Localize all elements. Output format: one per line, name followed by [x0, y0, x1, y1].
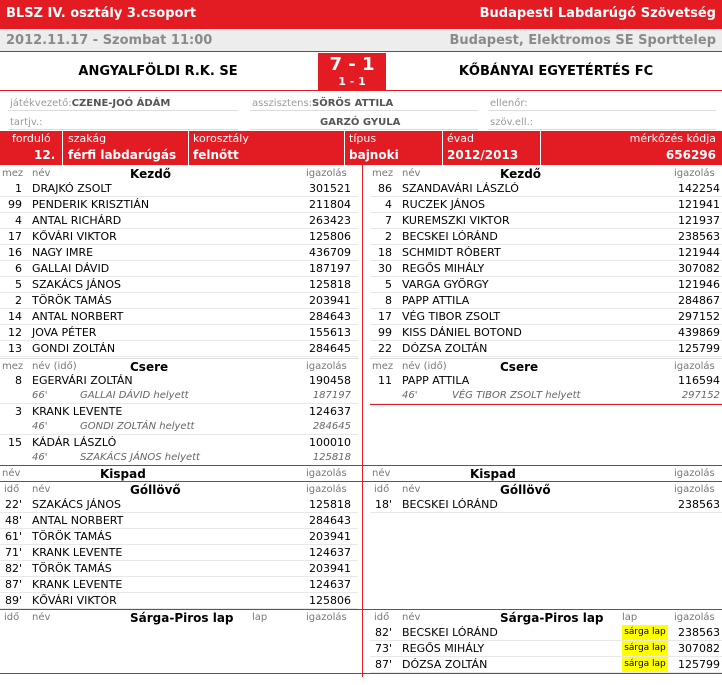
scorer-name: KRANK LEVENTE — [32, 546, 123, 559]
player-name: KÁDÁR LÁSZLÓ — [32, 436, 117, 449]
scorer-name: SZAKÁCS JÁNOS — [32, 498, 121, 511]
shirt-number: 99 — [378, 326, 392, 339]
player-id: 190458 — [309, 374, 351, 387]
scorer-name: KŐVÁRI VIKTOR — [32, 594, 117, 607]
meta-round: forduló 12. — [12, 132, 56, 162]
player-name: KŐVÁRI VIKTOR — [32, 230, 117, 243]
card-row — [370, 625, 722, 641]
player-id: 142254 — [678, 182, 720, 195]
sub-row — [0, 435, 358, 451]
player-name: KISS DÁNIEL BOTOND — [402, 326, 522, 339]
table-row — [370, 245, 722, 261]
assistant-2: GARZÓ GYULA — [320, 117, 401, 128]
sub-minute: 46' — [402, 390, 418, 401]
shirt-number: 99 — [8, 198, 22, 211]
meta-age: korosztály felnőtt — [188, 131, 344, 165]
date-venue-bar — [0, 29, 722, 52]
table-row — [0, 197, 358, 213]
player-name: KRANK LEVENTE — [32, 405, 123, 418]
card-player-name: BECSKEI LÓRÁND — [402, 626, 498, 639]
shirt-number: 18 — [378, 246, 392, 259]
table-row — [0, 293, 358, 309]
scorer-name: TÖRÖK TAMÁS — [32, 530, 112, 543]
away-subs-header: mez név (idő) Csere igazolás — [370, 358, 722, 374]
player-name: GONDI ZOLTÁN — [32, 342, 116, 355]
goal-minute: 48' — [4, 514, 22, 527]
yellow-card-badge: sárga lap — [622, 625, 668, 640]
player-name: JOVA PÉTER — [32, 326, 97, 339]
home-cards-header: idő név Sárga-Piros lap lap igazolás — [4, 611, 347, 625]
goal-minute: 61' — [4, 530, 22, 543]
player-id: 263423 — [309, 214, 351, 227]
goal-minute: 89' — [4, 594, 22, 607]
home-bench-header: név Kispad igazolás — [2, 467, 347, 481]
shirt-number: 5 — [15, 278, 22, 291]
replaced-id: 187197 — [312, 390, 351, 401]
player-id: 125799 — [678, 342, 720, 355]
controller: ellenőr: — [490, 98, 528, 109]
sub-row — [0, 404, 358, 420]
player-id: 439869 — [678, 326, 720, 339]
scorer-id: 238563 — [678, 498, 720, 511]
scorer-id: 125806 — [309, 594, 351, 607]
halftime-score: 1 - 1 — [338, 75, 366, 88]
scorer-row — [0, 545, 358, 561]
scorer-id: 284643 — [309, 514, 351, 527]
shirt-number: 6 — [15, 262, 22, 275]
card-row — [370, 641, 722, 657]
shirt-number: 13 — [8, 342, 22, 355]
table-row — [370, 181, 722, 197]
shirt-number: 8 — [385, 294, 392, 307]
shirt-number: 5 — [385, 278, 392, 291]
player-id: 203941 — [309, 294, 351, 307]
away-team-name: KŐBÁNYAI EGYETÉRTÉS FC — [458, 64, 654, 79]
card-row — [370, 657, 722, 673]
player-id: 187197 — [309, 262, 351, 275]
shirt-number: 4 — [385, 198, 392, 211]
table-row — [370, 309, 722, 325]
scorer-row — [0, 593, 358, 609]
player-id: 116594 — [678, 374, 720, 387]
player-name: KUREMSZKI VIKTOR — [402, 214, 510, 227]
player-id: 297152 — [678, 310, 720, 323]
card-player-name: REGŐS MIHÁLY — [402, 642, 485, 655]
player-id: 307082 — [678, 262, 720, 275]
replaced-id: 284645 — [312, 421, 351, 432]
shirt-number: 3 — [15, 405, 22, 418]
assistant-1: asszisztens:SÖRÖS ATTILA — [252, 98, 394, 109]
player-name: VÉG TIBOR ZSOLT — [402, 310, 501, 323]
away-cards-header: idő név Sárga-Piros lap lap igazolás — [374, 611, 715, 625]
teams-row — [0, 53, 722, 91]
replaced-player: SZAKÁCS JÁNOS helyett — [80, 452, 200, 463]
player-id: 284643 — [309, 310, 351, 323]
home-subs-header: mez név (idő) Csere igazolás — [0, 358, 358, 374]
table-row — [370, 229, 722, 245]
sub-detail-row — [370, 388, 722, 404]
shirt-number: 17 — [378, 310, 392, 323]
meta-code: mérkőzés kódja 656296 — [540, 131, 722, 165]
scorer-row — [0, 577, 358, 593]
sub-detail-row — [0, 419, 358, 435]
player-name: SZANDAVÁRI LÁSZLÓ — [402, 182, 519, 195]
scorer-id: 124637 — [309, 578, 351, 591]
player-name: REGŐS MIHÁLY — [402, 262, 485, 275]
shirt-number: 7 — [385, 214, 392, 227]
shirt-number: 8 — [15, 374, 22, 387]
shirt-number: 1 — [15, 182, 22, 195]
home-starting-header: mez név Kezdő igazolás — [2, 167, 347, 181]
shirt-number: 22 — [378, 342, 392, 355]
officials-section — [0, 92, 722, 130]
scorer-name: KRANK LEVENTE — [32, 578, 123, 591]
table-row — [0, 213, 358, 229]
player-name: DÓZSA ZOLTÁN — [402, 342, 488, 355]
player-name: PAPP ATTILA — [402, 374, 470, 387]
sub-row — [0, 373, 358, 389]
table-row — [0, 341, 358, 357]
yellow-card-badge: sárga lap — [622, 657, 668, 672]
card-player-id: 238563 — [678, 626, 720, 639]
card-minute: 73' — [374, 642, 392, 655]
match-venue: Budapest, Elektromos SE Sporttelep — [449, 33, 716, 48]
goal-minute: 18' — [374, 498, 392, 511]
shirt-number: 16 — [8, 246, 22, 259]
sub-detail-row — [0, 388, 358, 404]
home-scorers-header: idő név Góllövő igazolás — [4, 483, 347, 497]
goal-minute: 82' — [4, 562, 22, 575]
shirt-number: 11 — [378, 374, 392, 387]
player-name: TÖRÖK TAMÁS — [32, 294, 112, 307]
table-row — [0, 245, 358, 261]
header-bar — [0, 0, 722, 29]
player-name: PENDERIK KRISZTIÁN — [32, 198, 150, 211]
sub-detail-row — [0, 450, 358, 466]
meta-branch: szakág férfi labdarúgás — [62, 131, 188, 165]
table-row — [370, 261, 722, 277]
scorer-row — [370, 497, 722, 513]
shirt-number: 15 — [8, 436, 22, 449]
table-row — [0, 261, 358, 277]
player-name: VARGA GYÖRGY — [402, 278, 489, 291]
scorer-row — [0, 497, 358, 513]
table-row — [0, 229, 358, 245]
player-name: RUCZEK JÁNOS — [402, 198, 486, 211]
card-player-name: DÓZSA ZOLTÁN — [402, 658, 488, 671]
scorer-row — [0, 529, 358, 545]
table-row — [370, 293, 722, 309]
replaced-player: GALLAI DÁVID helyett — [80, 390, 189, 401]
player-id: 284867 — [678, 294, 720, 307]
player-id: 124637 — [309, 405, 351, 418]
player-name: BECSKEI LÓRÁND — [402, 230, 498, 243]
shirt-number: 12 — [8, 326, 22, 339]
league-title: BLSZ IV. osztály 3.csoport — [6, 6, 197, 21]
player-name: EGERVÁRI ZOLTÁN — [32, 374, 133, 387]
delegate: szöv.ell.: — [490, 117, 534, 128]
player-id: 301521 — [309, 182, 351, 195]
referee: játékvezető:CZENE-JOÓ ÁDÁM — [10, 98, 171, 109]
player-id: 125818 — [309, 278, 351, 291]
sub-row — [370, 373, 722, 389]
player-name: NAGY IMRE — [32, 246, 94, 259]
table-row — [370, 213, 722, 229]
away-bench-header: név Kispad igazolás — [372, 467, 715, 481]
home-team-name: ANGYALFÖLDI R.K. SE — [78, 64, 238, 79]
goal-minute: 87' — [4, 578, 22, 591]
shirt-number: 2 — [385, 230, 392, 243]
shirt-number: 17 — [8, 230, 22, 243]
player-name: SCHMIDT RÓBERT — [402, 246, 501, 259]
sub-minute: 46' — [32, 452, 48, 463]
player-name: GALLAI DÁVID — [32, 262, 110, 275]
shirt-number: 86 — [378, 182, 392, 195]
player-id: 121941 — [678, 198, 720, 211]
player-id: 121946 — [678, 278, 720, 291]
goal-minute: 22' — [4, 498, 22, 511]
player-id: 238563 — [678, 230, 720, 243]
table-row — [370, 277, 722, 293]
shirt-number: 14 — [8, 310, 22, 323]
scorer-name: BECSKEI LÓRÁND — [402, 498, 498, 511]
away-starting-header: mez név Kezdő igazolás — [372, 167, 715, 181]
match-meta-bar — [0, 131, 722, 165]
sub-minute: 46' — [32, 421, 48, 432]
replaced-player: VÉG TIBOR ZSOLT helyett — [452, 390, 581, 401]
score-box — [318, 53, 386, 90]
player-id: 100010 — [309, 436, 351, 449]
player-id: 436709 — [309, 246, 351, 259]
card-player-id: 125799 — [678, 658, 720, 671]
meta-type: típus bajnoki — [344, 131, 442, 165]
player-id: 121937 — [678, 214, 720, 227]
player-id: 211804 — [309, 198, 351, 211]
player-id: 155613 — [309, 326, 351, 339]
away-scorers-header: idő név Góllövő igazolás — [374, 483, 715, 497]
table-row — [0, 325, 358, 341]
replaced-id: 125818 — [312, 452, 351, 463]
meta-season: évad 2012/2013 — [442, 131, 540, 165]
player-name: PAPP ATTILA — [402, 294, 470, 307]
final-score: 7 - 1 — [329, 54, 375, 75]
scorer-name: TÖRÖK TAMÁS — [32, 562, 112, 575]
table-row — [370, 341, 722, 357]
scorer-name: ANTAL NORBERT — [32, 514, 124, 527]
player-id: 284645 — [309, 342, 351, 355]
scorer-row — [0, 561, 358, 577]
table-row — [370, 197, 722, 213]
player-name: DRAJKÓ ZSOLT — [32, 182, 112, 195]
scorer-id: 203941 — [309, 530, 351, 543]
player-id: 125806 — [309, 230, 351, 243]
card-minute: 87' — [374, 658, 392, 671]
scorer-row — [0, 513, 358, 529]
scorer-id: 125818 — [309, 498, 351, 511]
sub-minute: 66' — [32, 390, 48, 401]
scorer-id: 124637 — [309, 546, 351, 559]
goal-minute: 71' — [4, 546, 22, 559]
shirt-number: 30 — [378, 262, 392, 275]
card-player-id: 307082 — [678, 642, 720, 655]
match-date: 2012.11.17 - Szombat 11:00 — [6, 33, 213, 48]
replaced-id: 297152 — [681, 390, 720, 401]
federation-title: Budapesti Labdarúgó Szövetség — [479, 6, 716, 21]
reserve-referee: tartjv.: — [10, 117, 43, 128]
player-name: ANTAL RICHÁRD — [32, 214, 122, 227]
yellow-card-badge: sárga lap — [622, 641, 668, 656]
replaced-player: GONDI ZOLTÁN helyett — [80, 421, 195, 432]
scorer-id: 203941 — [309, 562, 351, 575]
shirt-number: 2 — [15, 294, 22, 307]
player-name: SZAKÁCS JÁNOS — [32, 278, 121, 291]
shirt-number: 4 — [15, 214, 22, 227]
player-id: 121944 — [678, 246, 720, 259]
card-minute: 82' — [374, 626, 392, 639]
table-row — [370, 325, 722, 341]
table-row — [0, 277, 358, 293]
player-name: ANTAL NORBERT — [32, 310, 124, 323]
table-row — [0, 309, 358, 325]
table-row — [0, 181, 358, 197]
